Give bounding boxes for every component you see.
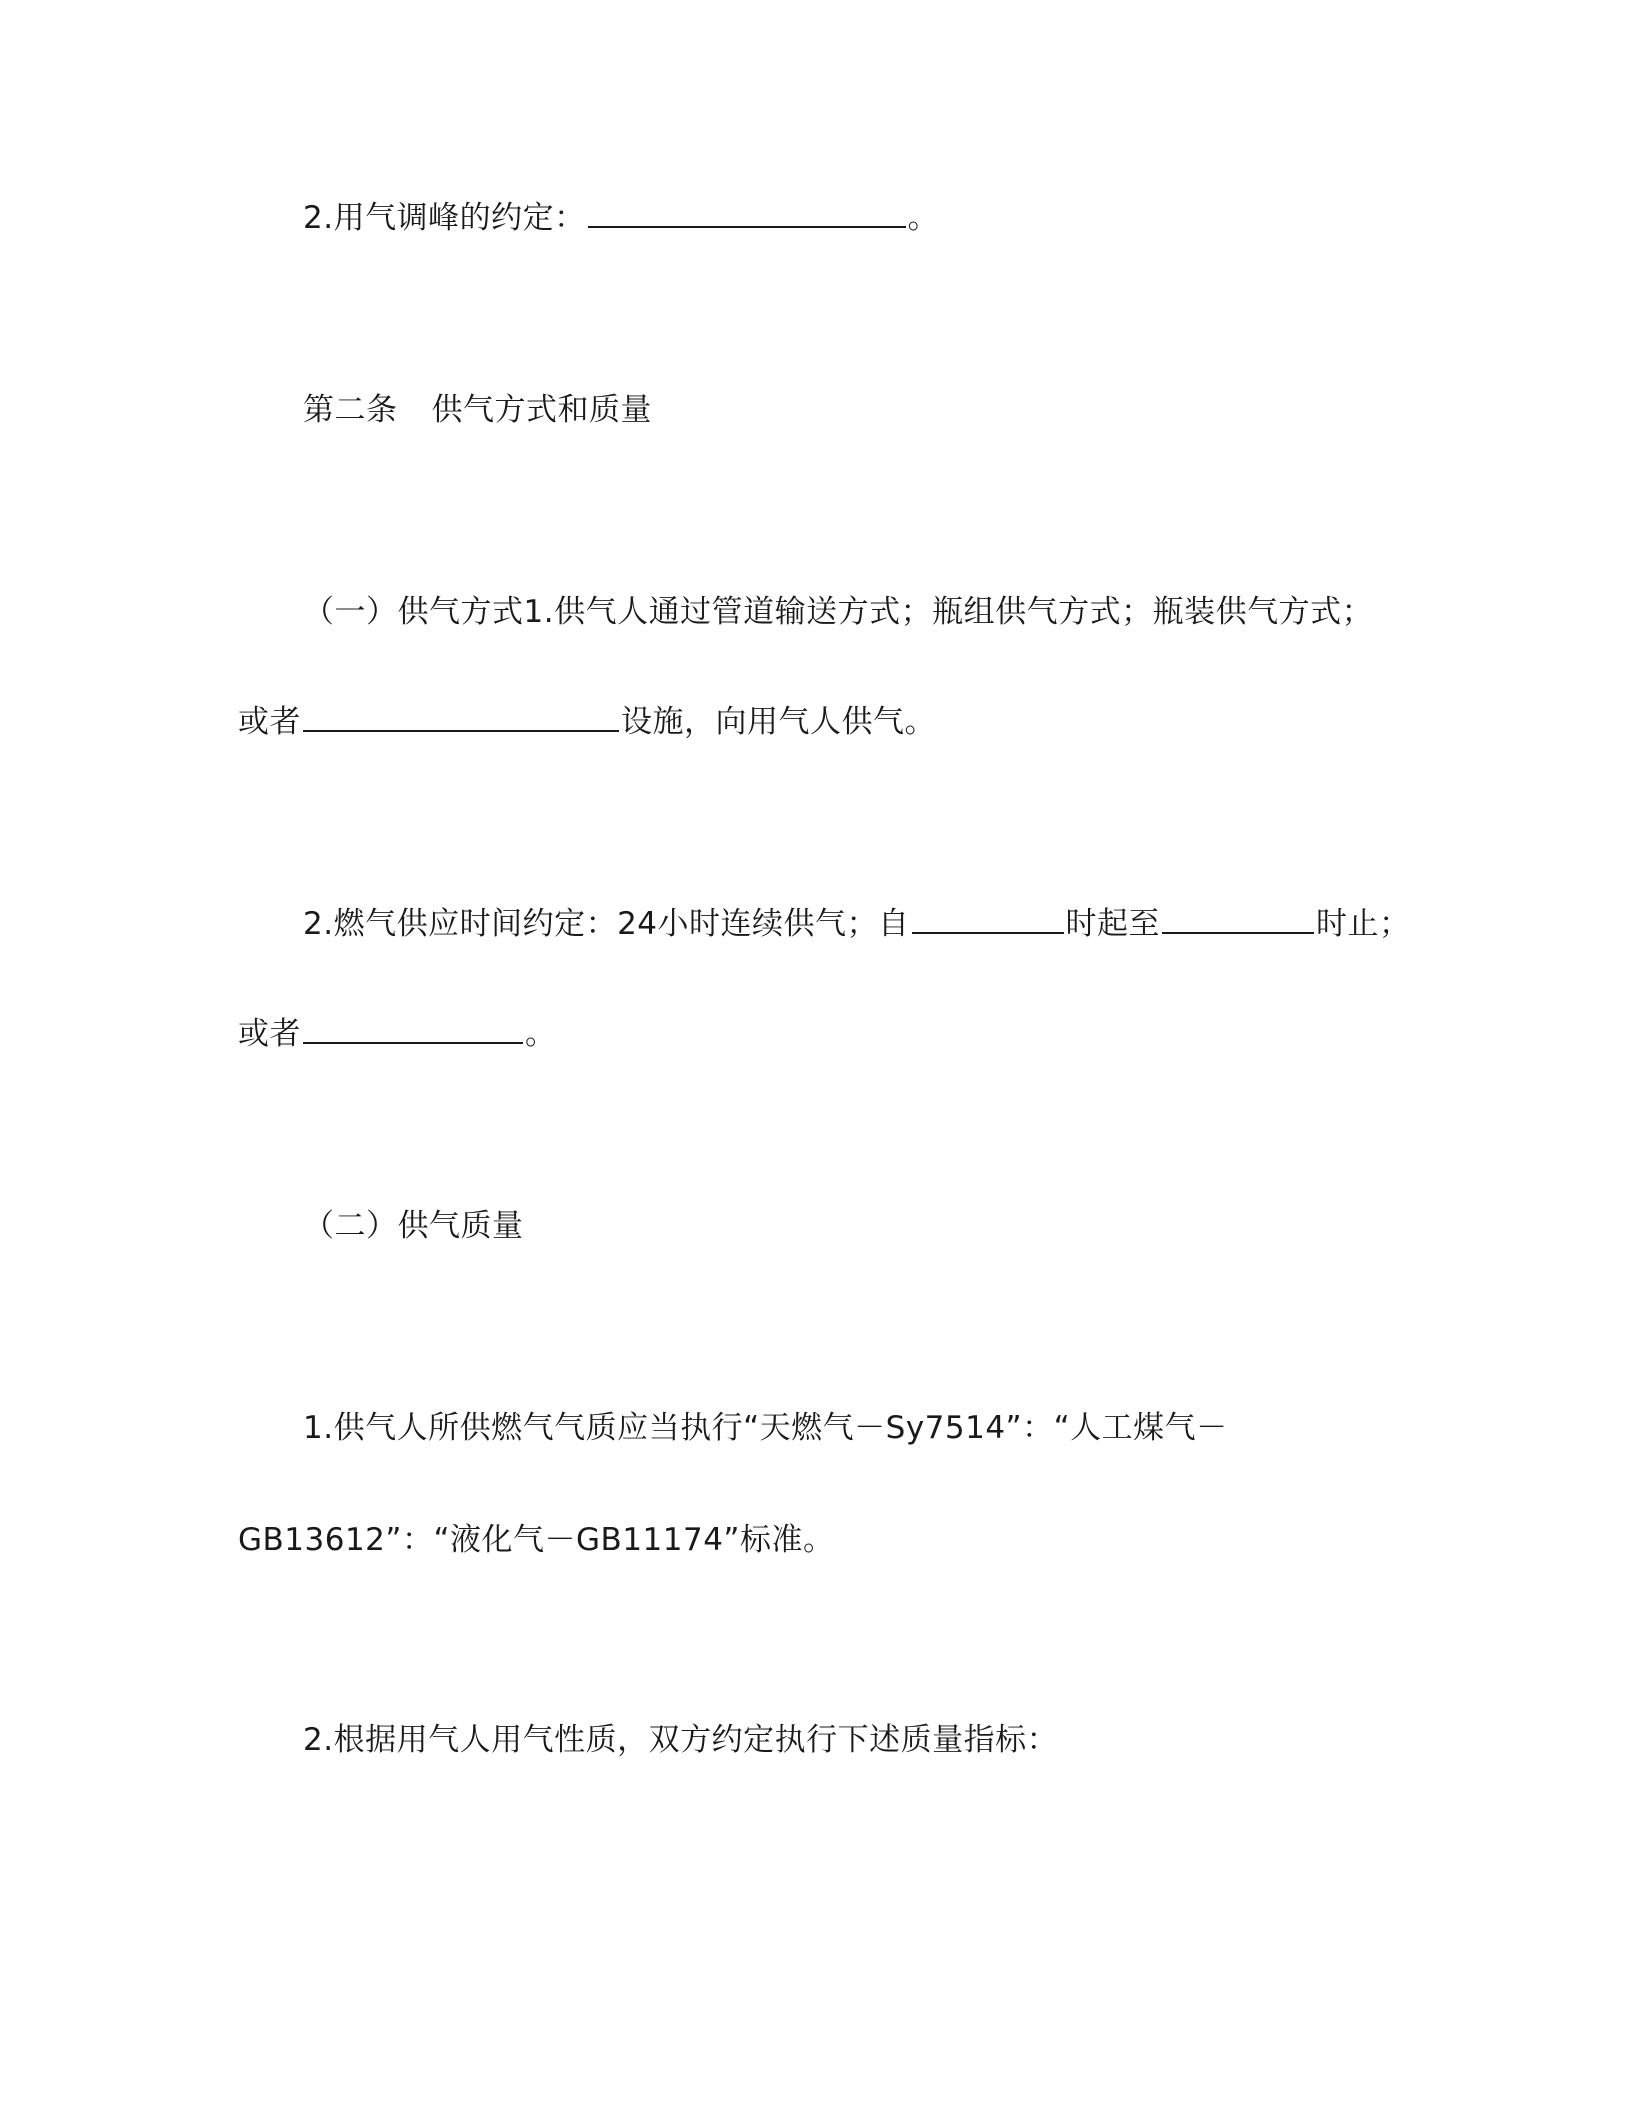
supply-time-or-label: 或者 <box>238 1016 301 1052</box>
peak-shaving-line <box>303 196 939 240</box>
quality-heading <box>303 1204 524 1248</box>
supply-method-or-label: 或者 <box>238 704 301 740</box>
quality-item2-text: 2.根据用气人用气性质，双方约定执行下述质量指标： <box>303 1722 1059 1758</box>
quality-item2-line <box>303 1718 1058 1762</box>
supply-time-part1: 2.燃气供应时间约定：24小时连续供气；自 <box>303 906 910 942</box>
quality-item1-text1: 1.供气人所供燃气气质应当执行“天燃气－Sy7514”：“人工煤气－ <box>303 1410 1228 1446</box>
supply-method-or-end: 设施，向用气人供气。 <box>621 704 936 740</box>
article-heading <box>303 388 652 432</box>
supply-method-text: （一）供气方式1.供气人通过管道输送方式；瓶组供气方式；瓶装供气方式； <box>303 594 1374 630</box>
supply-time-line <box>303 902 1411 946</box>
supply-time-or-blank[interactable] <box>303 1012 523 1044</box>
quality-item1-line1 <box>303 1406 1228 1450</box>
peak-shaving-label: 2.用气调峰的约定： <box>303 200 586 236</box>
supply-end-time-blank[interactable] <box>1162 902 1314 934</box>
supply-time-or-line <box>238 1012 557 1056</box>
supply-start-time-blank[interactable] <box>912 902 1064 934</box>
supply-method-line <box>303 590 1373 634</box>
supply-time-part2: 时起至 <box>1065 906 1161 942</box>
supply-method-or-line <box>238 700 936 744</box>
supply-time-part3: 时止； <box>1316 906 1411 942</box>
article-title: 供气方式和质量 <box>431 392 652 428</box>
peak-shaving-end: 。 <box>907 200 940 236</box>
article-number: 第二条 <box>303 392 398 428</box>
peak-shaving-blank[interactable] <box>588 196 906 228</box>
supply-time-or-end: 。 <box>525 1016 557 1052</box>
quality-item1-line2 <box>238 1518 835 1562</box>
quality-heading-text: （二）供气质量 <box>303 1208 524 1244</box>
quality-item1-text2: GB13612”：“液化气－GB11174”标准。 <box>238 1522 835 1558</box>
supply-method-blank[interactable] <box>303 700 619 732</box>
